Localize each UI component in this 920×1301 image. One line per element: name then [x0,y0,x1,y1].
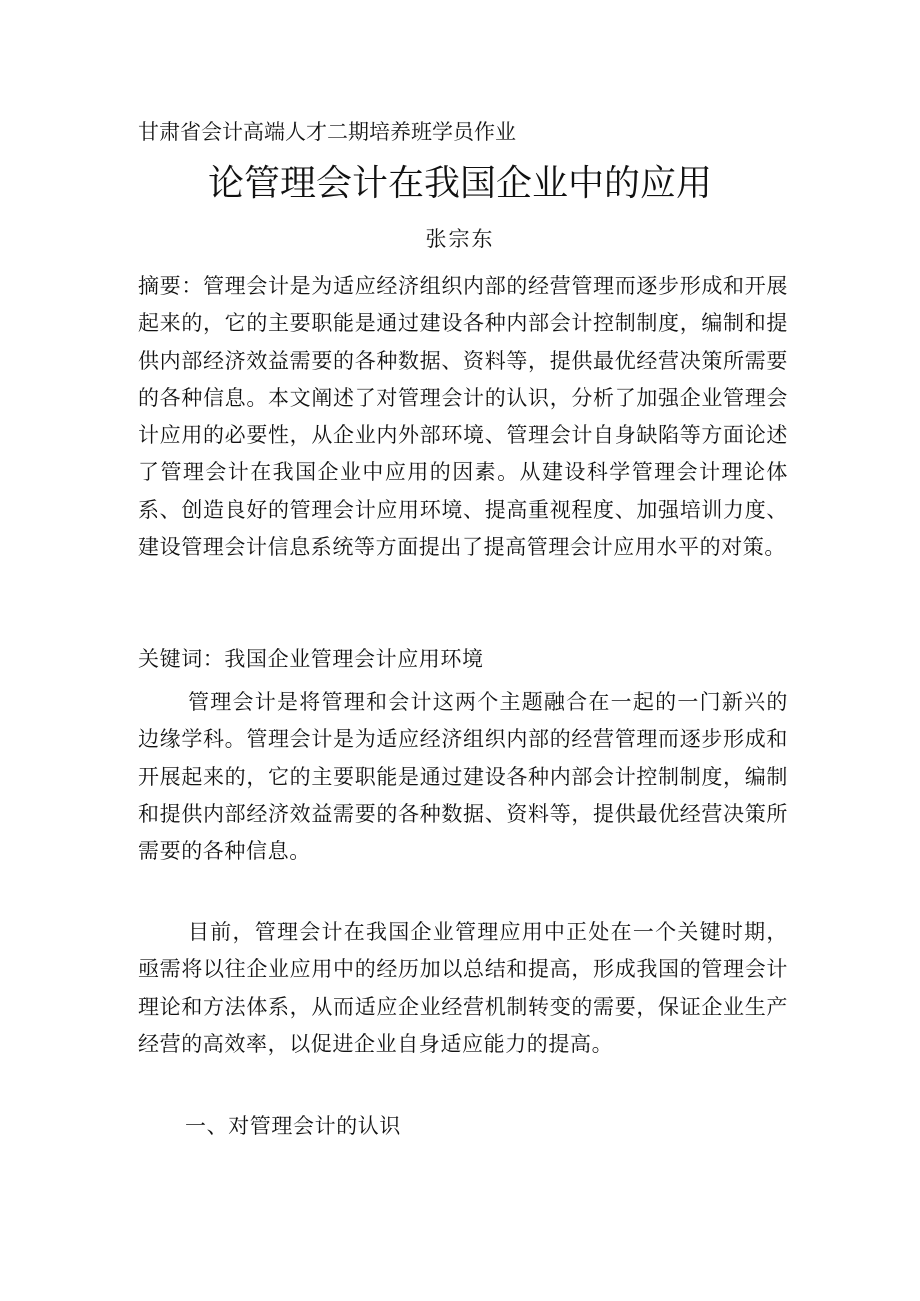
section-heading: 一、对管理会计的认识 [185,1114,401,1138]
document-abstract: 摘要：管理会计是为适应经济组织内部的经营管理而逐步形成和开展起来的，它的主要职能是通过建设各种内部会计控制制度，编制和提供内部经济效益需要的各种数据、资料等，提供最优经营决策所需要的各种信息。本文阐述了对管理会计的认识，分析了加强企业管理会计应用的必要性，从企业内外部环境、管理会计自身缺陷等方面论述了管理会计在我国企业中应用的因素。从建设科学管理会计理论体系、创造良好的管理会计应用环境、提高重视程度、加强培训力度、建设管理会计信息系统等方面提出了提高管理会计应用水平的对策。 [138,274,788,560]
document-author: 张宗东 [425,227,495,251]
document-title: 论管理会计在我国企业中的应用 [207,163,712,204]
document-keywords: 关键词：我国企业管理会计应用环境 [138,647,484,671]
document-header-line: 甘肃省会计高端人才二期培养班学员作业 [138,120,516,144]
body-paragraph-2: 目前，管理会计在我国企业管理应用中正处在一个关键时期，亟需将以往企业应用中的经历加以总结和提高，形成我国的管理会计理论和方法体系，从而适应企业经营机制转变的需要，保证企业生产经营的高效率，以促进企业自身适应能力的提高。 [138,920,788,1056]
body-paragraph-1: 管理会计是将管理和会计这两个主题融合在一起的一门新兴的边缘学科。管理会计是为适应经济组织内部的经营管理而逐步形成和开展起来的，它的主要职能是通过建设各种内部会计控制制度，编制和提供内部经济效益需要的各种数据、资料等，提供最优经营决策所需要的各种信息。 [138,690,788,864]
